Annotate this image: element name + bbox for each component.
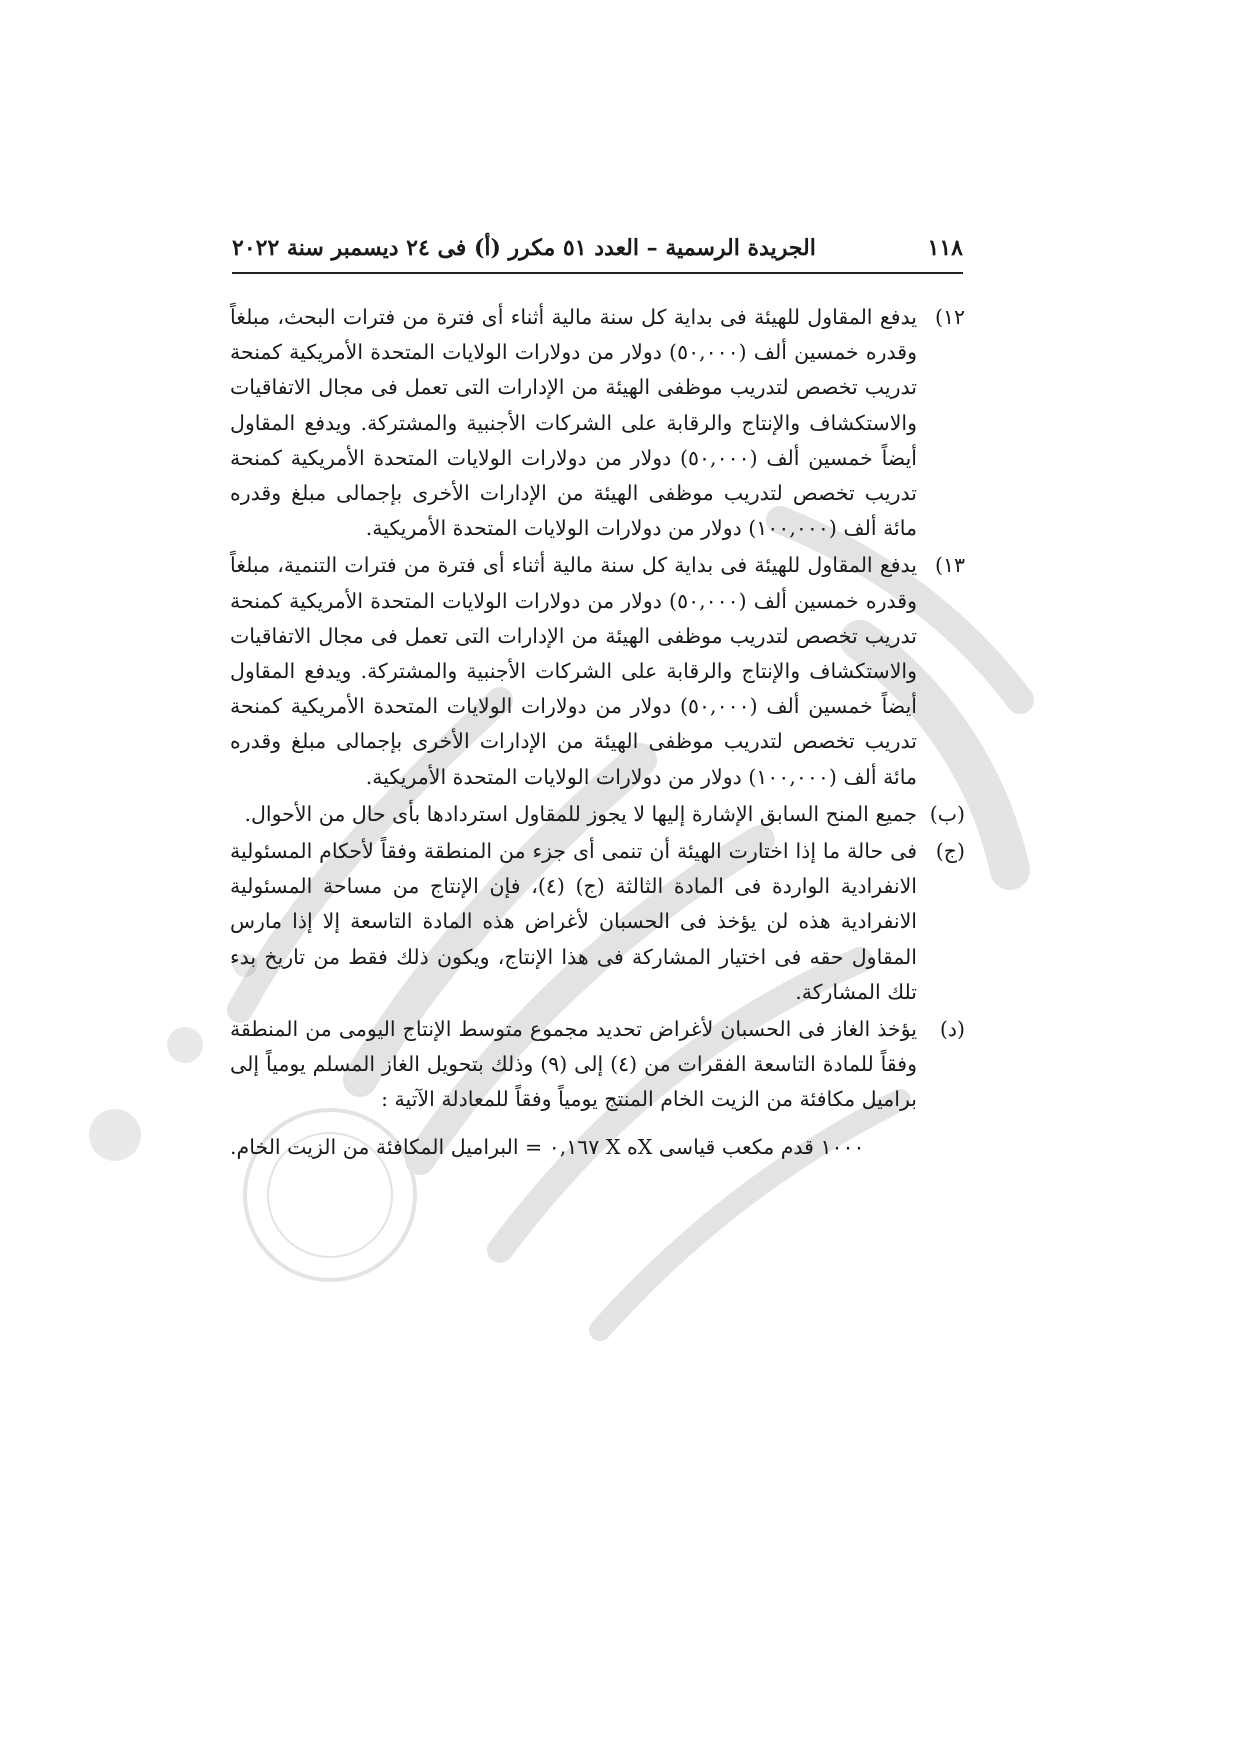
page-header (232, 228, 963, 268)
clause-c (230, 834, 965, 1010)
clause-marker: (ب) (929, 801, 965, 826)
clause-text: جميع المنح السابق الإشارة إليها لا يجوز للمقاول استردادها بأى حال من الأحوال. (244, 801, 917, 826)
conversion-formula: ١٠٠٠ قدم مكعب قياسى Xه X ٠,١٦٧ = البراميل المكافئة من الزيت الخام. (230, 1134, 865, 1159)
document-body (230, 300, 965, 1165)
header-divider (232, 272, 963, 274)
clause-marker: (د) (939, 1017, 965, 1042)
clause-text: يؤخذ الغاز فى الحسبان لأغراض تحديد مجموع متوسط الإنتاج اليومى من المنطقة وفقاً للمادة التاسعة الفقرات من (٤) إلى (٩) وذلك بتحويل الغاز المسلم يومياً إلى براميل مكافئة من الزيت الخام المنتج يومياً وفقاً للمعادلة الآتية : (230, 1017, 917, 1112)
page-number: ١١٨ (927, 235, 963, 261)
clause-text: فى حالة ما إذا اختارت الهيئة أن تنمى أى جزء من المنطقة وفقاً لأحكام المسئولية الانفرادية الواردة فى المادة الثالثة (ج) (٤)، فإن الإنتاج من مساحة المسئولية الانفرادية هذه لن يؤخذ فى الحسبان لأغراض هذه المادة التاسعة إلا إذا مارس المقاول حقه فى اختيار المشاركة فى هذا الإنتاج، ويكون ذلك فقط من تاريخ بدء تلك المشاركة. (230, 839, 917, 1004)
clause-marker: ١٢) (934, 305, 965, 329)
clause-text: يدفع المقاول للهيئة فى بداية كل سنة مالية أثناء أى فترة من فترات التنمية، مبلغاً وقدره خمسين ألف (٥٠,٠٠٠) دولار من دولارات الولايات المتحدة الأمريكية كمنحة تدريب تخصص لتدريب موظفى الهيئة من الإدارات التى تعمل فى مجال الاتفاقيات والاستكشاف والإنتاج والرقابة على الشركات الأجنبية والمشتركة. ويدفع المقاول أيضاً خمسين ألف (٥٠,٠٠٠) دولار من دولارات الولايات المتحدة الأمريكية كمنحة تدريب تخصص لتدريب موظفى الهيئة من الإدارات الأخرى بإجمالى مبلغ وقدره مائة ألف (١٠٠,٠٠٠) دولار من دولارات الولايات المتحدة الأمريكية. (230, 553, 917, 789)
clause-marker: (ج) (935, 839, 965, 864)
clause-b (230, 797, 965, 832)
clause-d (230, 1012, 965, 1118)
gazette-title: الجريدة الرسمية – العدد ٥١ مكرر (أ) فى ٢٤ ديسمبر سنة ٢٠٢٢ (232, 235, 816, 261)
clause-text: يدفع المقاول للهيئة فى بداية كل سنة مالية أثناء أى فترة من فترات البحث، مبلغاً وقدره خمسين ألف (٥٠,٠٠٠) دولار من دولارات الولايات المتحدة الأمريكية كمنحة تدريب تخصص لتدريب موظفى الهيئة من الإدارات التى تعمل فى مجال الاتفاقيات والاستكشاف والإنتاج والرقابة على الشركات الأجنبية والمشتركة. ويدفع المقاول أيضاً خمسين ألف (٥٠,٠٠٠) دولار من دولارات الولايات المتحدة الأمريكية كمنحة تدريب تخصص لتدريب موظفى الهيئة من الإدارات الأخرى بإجمالى مبلغ وقدره مائة ألف (١٠٠,٠٠٠) دولار من دولارات الولايات المتحدة الأمريكية. (230, 305, 917, 541)
clause-marker: ١٣) (934, 553, 965, 578)
clause-13 (230, 548, 965, 794)
clause-12 (230, 300, 965, 546)
